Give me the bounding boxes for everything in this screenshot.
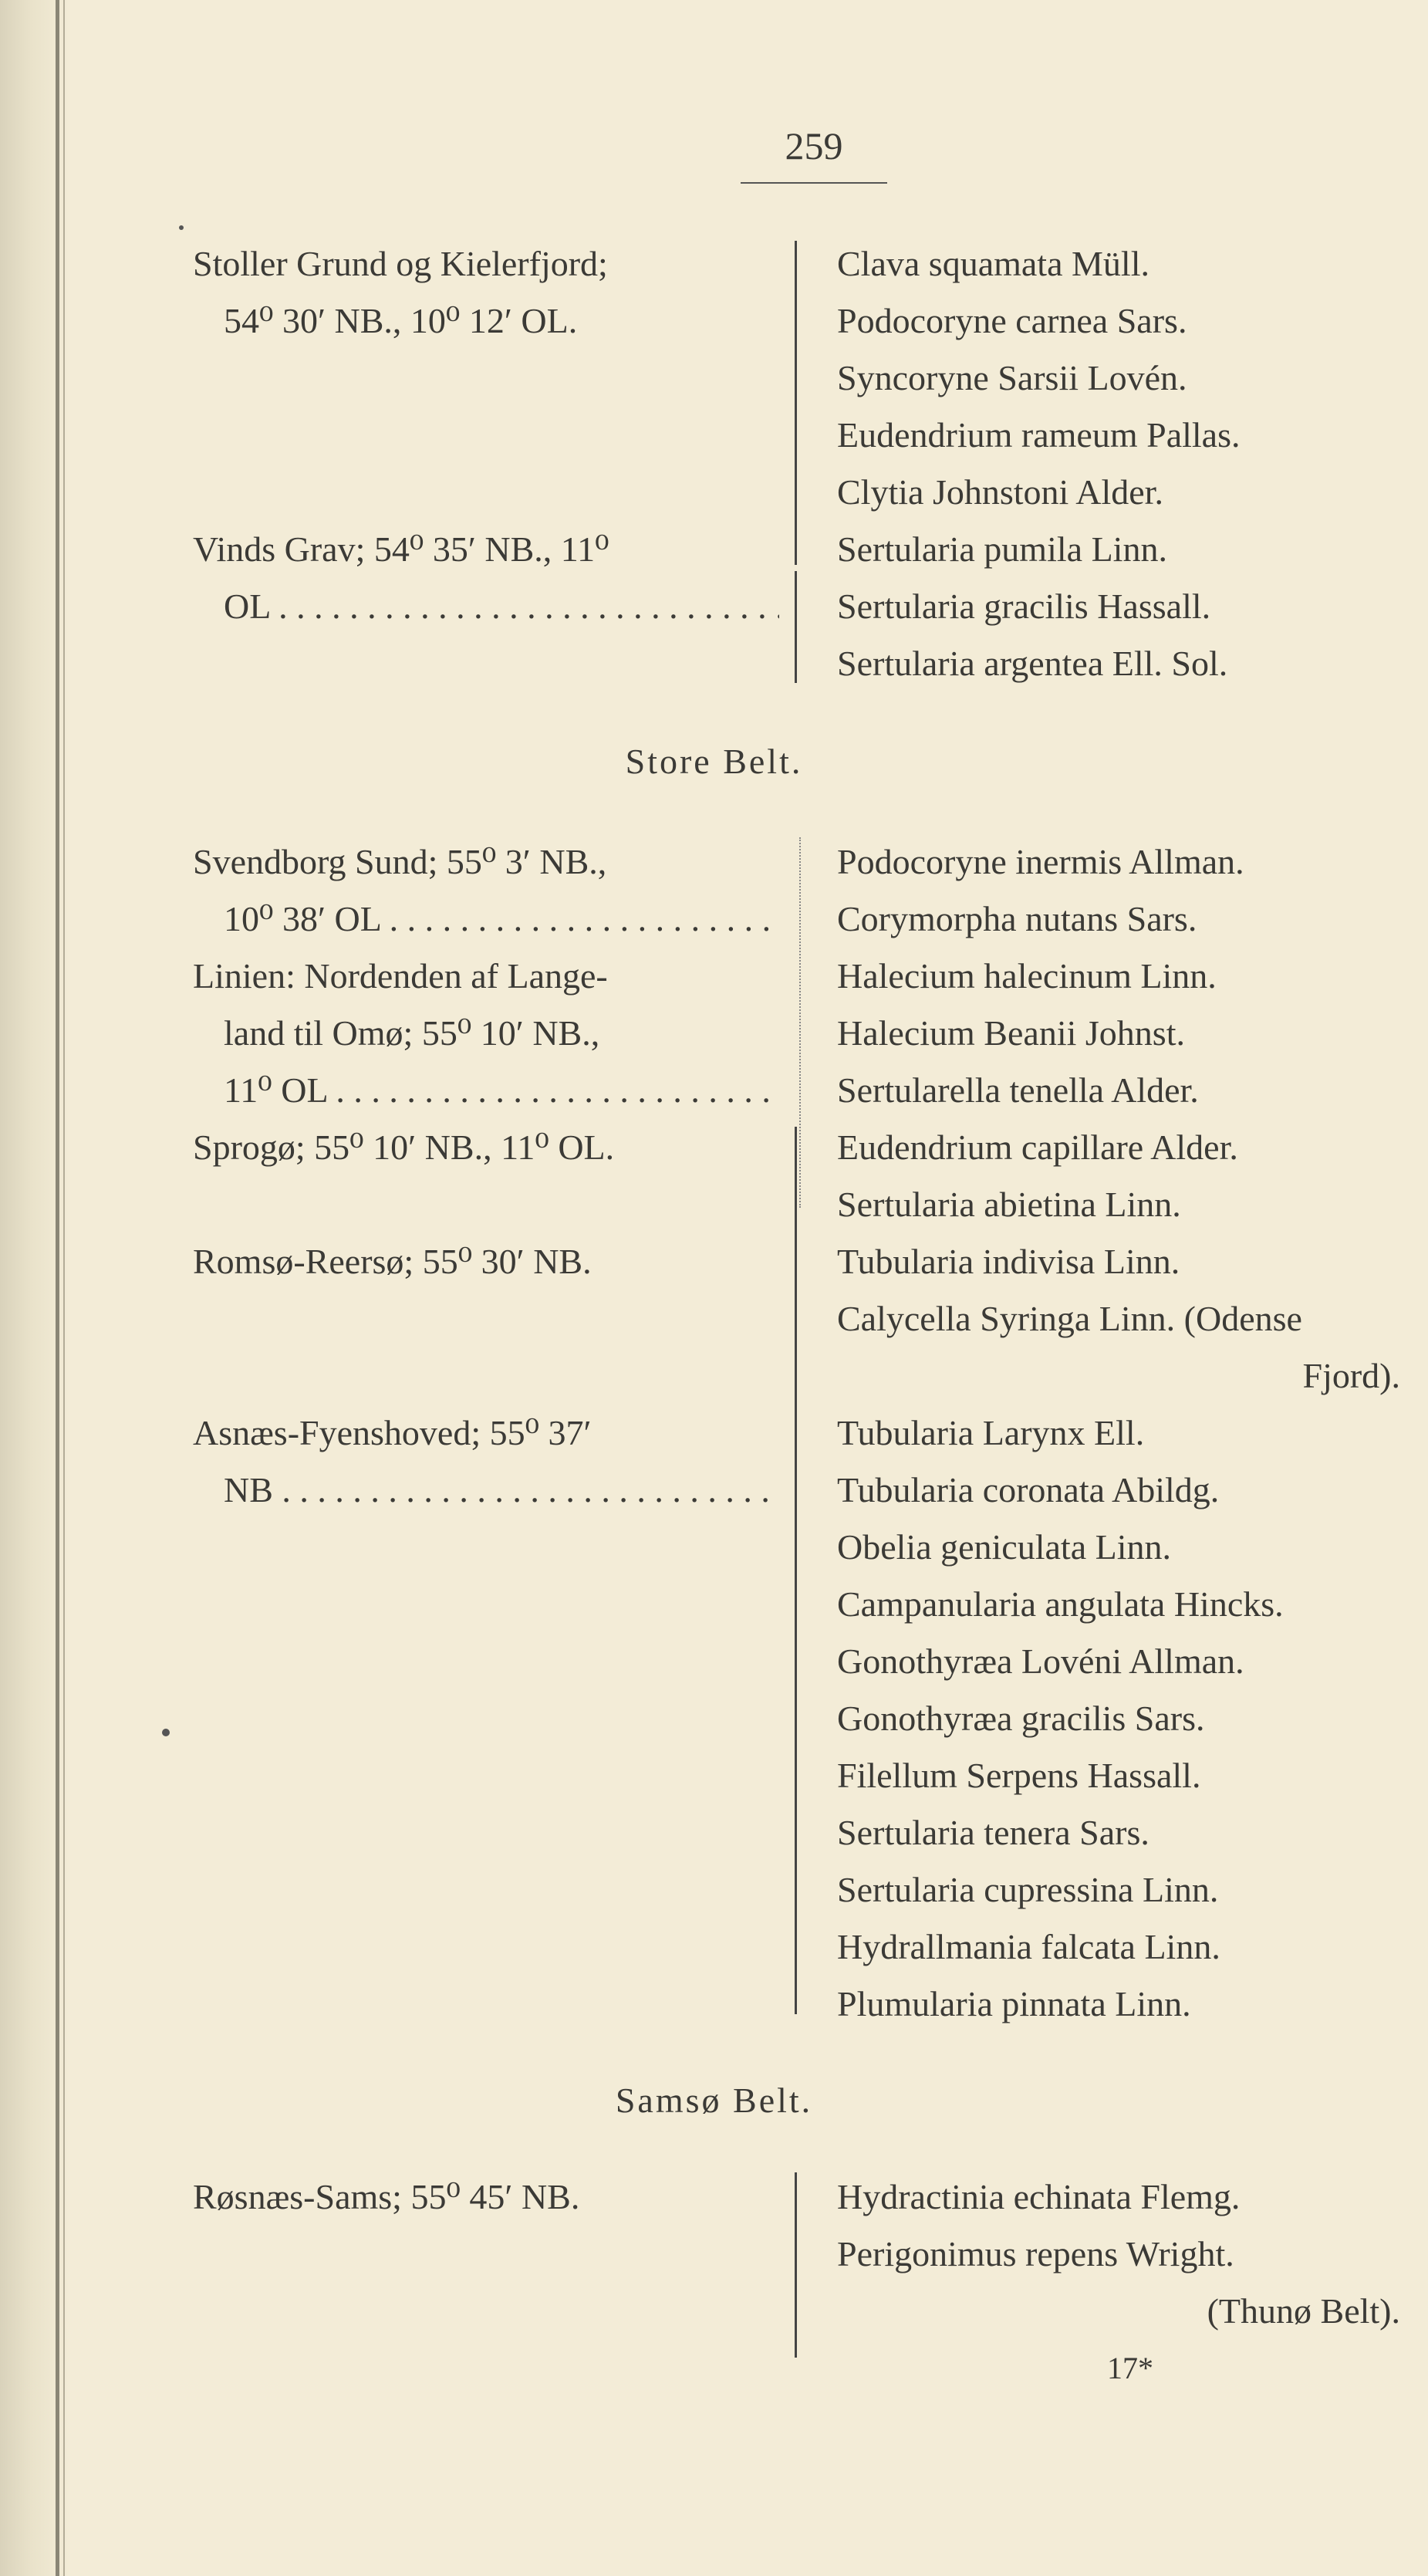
location-entry: 54⁰ 30′ NB., 10⁰ 12′ OL.: [224, 301, 578, 340]
species-entry: Syncoryne Sarsii Lovén.: [837, 358, 1187, 397]
section3-locations: [193, 2169, 779, 2226]
column-divider-1: [795, 241, 797, 565]
signature-mark: 17*: [1107, 2351, 1153, 2385]
location-entry: 10⁰ 38′ OL . . .: [193, 891, 779, 948]
location-entry: Stoller Grund og Kielerfjord;: [193, 244, 608, 283]
column-divider-1b: [795, 571, 797, 683]
species-entry: Tubularia indivisa Linn.: [837, 1242, 1180, 1281]
species-entry: Obelia geniculata Linn.: [837, 1527, 1172, 1567]
species-entry: Perigonimus repens Wright.: [837, 2234, 1234, 2273]
species-entry: Tubularia coronata Abildg.: [837, 1470, 1220, 1509]
location-entry: Sprogø; 55⁰ 10′ NB., 11⁰ OL.: [193, 1127, 615, 1167]
location-entry: Røsnæs-Sams; 55⁰ 45′ NB.: [193, 2177, 580, 2216]
species-entry: Clytia Johnstoni Alder.: [837, 472, 1163, 512]
species-entry: Sertularia argentea Ell. Sol.: [837, 644, 1228, 683]
location-entry: Vinds Grav; 54⁰ 35′ NB., 11⁰: [193, 529, 609, 569]
location-entry: Linien: Nordenden af Lange-: [193, 956, 608, 996]
species-entry: Plumularia pinnata Linn.: [837, 1984, 1191, 2023]
species-entry-continuation: (Thunø Belt).: [1207, 2291, 1400, 2331]
species-entry: Hydractinia echinata Flemg.: [837, 2177, 1241, 2216]
location-entry: Asnæs-Fyenshoved; 55⁰ 37′: [193, 1413, 592, 1452]
page-number-rule: [741, 182, 887, 184]
section2-locations: [193, 833, 779, 1519]
location-entry: NB . . .: [193, 1462, 779, 1519]
species-entry: Calycella Syringa Linn. (Odense: [837, 1299, 1302, 1338]
species-entry: Halecium halecinum Linn.: [837, 956, 1217, 996]
species-entry: Podocoryne carnea Sars.: [837, 301, 1187, 340]
column-divider-2-dotted: [799, 837, 801, 1208]
location-entry: 11⁰ OL . . .: [193, 1062, 779, 1119]
section1-locations: [193, 235, 779, 635]
location-entry: land til Omø; 55⁰ 10′ NB.,: [224, 1013, 600, 1053]
column-divider-3: [795, 2172, 797, 2358]
section1-species: [837, 235, 1423, 692]
species-entry-continuation: Fjord).: [1302, 1356, 1400, 1395]
location-entry: Romsø-Reersø; 55⁰ 30′ NB.: [193, 1242, 592, 1281]
section-heading-samso-belt: Samsø Belt.: [615, 2081, 813, 2120]
species-entry: Hydrallmania falcata Linn.: [837, 1927, 1220, 1966]
species-entry: Gonothyræa gracilis Sars.: [837, 1699, 1205, 1738]
location-entry: Svendborg Sund; 55⁰ 3′ NB.,: [193, 842, 607, 881]
species-entry: Filellum Serpens Hassall.: [837, 1756, 1201, 1795]
location-entry: OL . . .: [193, 578, 779, 635]
binding-edge-line-secondary: [63, 0, 65, 2576]
column-divider-2: [795, 1127, 797, 2014]
species-entry: Corymorpha nutans Sars.: [837, 899, 1197, 938]
binding-edge-line: [56, 0, 59, 2576]
species-entry: Clava squamata Müll.: [837, 244, 1149, 283]
page-number: 259: [785, 124, 843, 167]
species-entry: Podocoryne inermis Allman.: [837, 842, 1244, 881]
species-entry: Sertularia tenera Sars.: [837, 1813, 1149, 1852]
species-entry: Sertularella tenella Alder.: [837, 1070, 1199, 1110]
species-entry: Sertularia cupressina Linn.: [837, 1870, 1219, 1909]
species-entry: Tubularia Larynx Ell.: [837, 1413, 1145, 1452]
section-heading-store-belt: Store Belt.: [625, 742, 803, 781]
species-entry: Eudendrium capillare Alder.: [837, 1127, 1238, 1167]
print-speck: [179, 225, 184, 230]
species-entry: Sertularia gracilis Hassall.: [837, 587, 1211, 626]
species-entry: Halecium Beanii Johnst.: [837, 1013, 1185, 1053]
species-entry: Sertularia abietina Linn.: [837, 1185, 1181, 1224]
species-entry: Gonothyræa Lovéni Allman.: [837, 1641, 1244, 1681]
species-entry: Eudendrium rameum Pallas.: [837, 415, 1241, 455]
print-speck: [162, 1729, 170, 1736]
species-entry: Sertularia pumila Linn.: [837, 529, 1167, 569]
section3-species: [837, 2169, 1423, 2397]
species-entry: Campanularia angulata Hincks.: [837, 1584, 1284, 1624]
section2-species: [837, 833, 1423, 2033]
